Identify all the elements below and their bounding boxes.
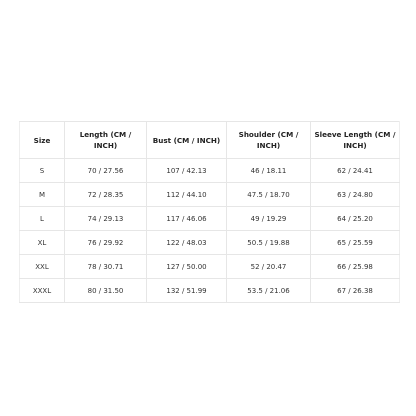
size-chart-table [19,121,400,303]
cell-bust: 117 / 46.06 [147,207,227,231]
cell-length: 80 / 31.50 [65,279,147,303]
table-row [20,207,400,231]
table-row [20,183,400,207]
header-bust: Bust (CM / INCH) [147,122,227,159]
cell-shoulder: 47.5 / 18.70 [227,183,311,207]
cell-size: XXL [20,255,65,279]
cell-sleeve-length: 66 / 25.98 [311,255,400,279]
cell-length: 72 / 28.35 [65,183,147,207]
cell-shoulder: 49 / 19.29 [227,207,311,231]
cell-bust: 132 / 51.99 [147,279,227,303]
cell-sleeve-length: 62 / 24.41 [311,159,400,183]
header-row [20,122,400,159]
cell-length: 78 / 30.71 [65,255,147,279]
cell-shoulder: 46 / 18.11 [227,159,311,183]
cell-size: M [20,183,65,207]
cell-size: L [20,207,65,231]
cell-length: 74 / 29.13 [65,207,147,231]
cell-shoulder: 53.5 / 21.06 [227,279,311,303]
header-length: Length (CM / INCH) [65,122,147,159]
cell-size: S [20,159,65,183]
header-sleeve-length: Sleeve Length (CM / INCH) [311,122,400,159]
header-size: Size [20,122,65,159]
size-chart-container [19,121,399,303]
header-shoulder: Shoulder (CM / INCH) [227,122,311,159]
table-row [20,255,400,279]
table-row [20,231,400,255]
cell-length: 76 / 29.92 [65,231,147,255]
cell-shoulder: 52 / 20.47 [227,255,311,279]
cell-length: 70 / 27.56 [65,159,147,183]
cell-sleeve-length: 63 / 24.80 [311,183,400,207]
cell-bust: 122 / 48.03 [147,231,227,255]
cell-size: XL [20,231,65,255]
cell-sleeve-length: 64 / 25.20 [311,207,400,231]
table-row [20,279,400,303]
cell-sleeve-length: 67 / 26.38 [311,279,400,303]
cell-shoulder: 50.5 / 19.88 [227,231,311,255]
cell-bust: 112 / 44.10 [147,183,227,207]
cell-bust: 127 / 50.00 [147,255,227,279]
table-row [20,159,400,183]
cell-size: XXXL [20,279,65,303]
cell-sleeve-length: 65 / 25.59 [311,231,400,255]
cell-bust: 107 / 42.13 [147,159,227,183]
